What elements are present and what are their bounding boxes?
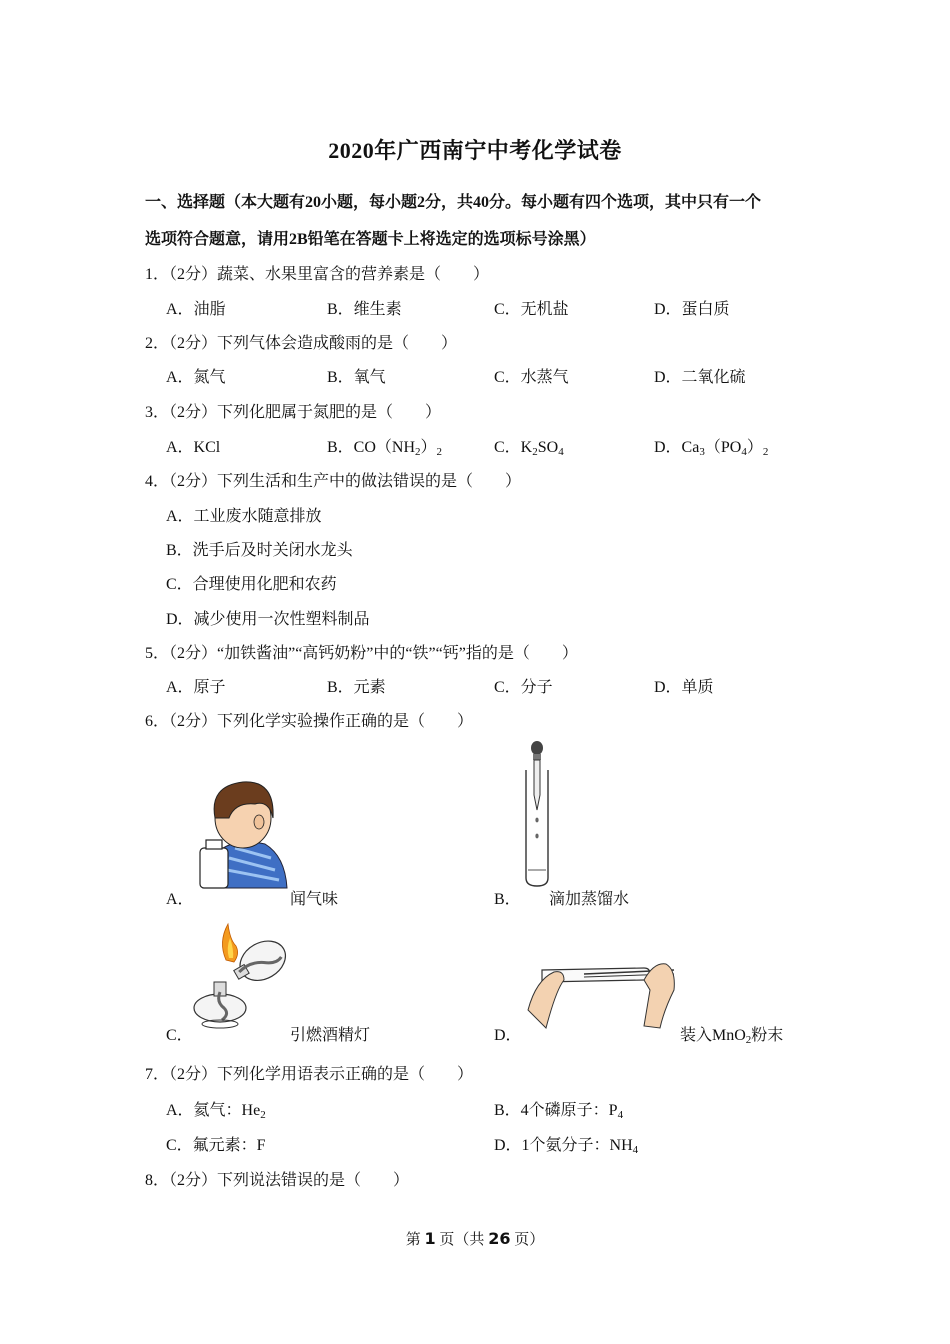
section-heading-line1: 一、选择题（本大题有20小题，每小题2分，共40分。每小题有四个选项，其中只有一个 xyxy=(145,194,762,211)
q4-option-b: B．洗手后及时关闭水龙头 xyxy=(166,542,353,559)
question-2-stem: 2．（2分）下列气体会造成酸雨的是（ ） xyxy=(145,335,458,352)
question-1-stem: 1．（2分）蔬菜、水果里富含的营养素是（ ） xyxy=(145,266,490,283)
question-7-stem: 7．（2分）下列化学用语表示正确的是（ ） xyxy=(145,1066,474,1083)
alcohol-lamp-illustration xyxy=(190,920,290,1030)
q2-option-d: D．二氧化硫 xyxy=(654,369,746,386)
q7-option-d: D．1个氨分子：$NH_4$ xyxy=(494,1137,639,1156)
q4-option-c: C．合理使用化肥和农药 xyxy=(166,576,337,593)
page-footer: 第 1 页（共 26 页） xyxy=(405,1229,545,1248)
q2-option-a: A．氮气 xyxy=(166,369,226,386)
question-8-stem: 8．（2分）下列说法错误的是（ ） xyxy=(145,1172,410,1189)
q2-option-b: B．氧气 xyxy=(327,369,386,386)
question-3-stem: 3．（2分）下列化肥属于氮肥的是（ ） xyxy=(145,404,442,421)
q5-option-a: A．原子 xyxy=(166,679,226,696)
q3-option-a: A．KCl xyxy=(166,439,221,456)
q6-option-a-caption: 闻气味 xyxy=(290,891,339,908)
q7-option-b: B．4个磷原子：$P_4$ xyxy=(494,1102,624,1121)
powder-test-tube-illustration xyxy=(524,950,679,1030)
q1-option-d: D．蛋白质 xyxy=(654,301,730,318)
q7-option-c: C．氟元素：F xyxy=(166,1137,266,1154)
q7-option-a: A．氦气：$He_2$ xyxy=(166,1102,266,1121)
q6-option-c-letter: C． xyxy=(166,1027,193,1044)
q6-option-c-caption: 引燃酒精灯 xyxy=(290,1027,371,1044)
q6-option-d-caption: 装入MnO$_2$粉末 xyxy=(680,1027,784,1046)
q1-option-b: B．维生素 xyxy=(327,301,402,318)
q1-option-a: A．油脂 xyxy=(166,301,226,318)
q6-option-d-letter: D． xyxy=(494,1027,522,1044)
page-title: 2020年广西南宁中考化学试卷 xyxy=(328,138,622,163)
q3-option-d: D．$Ca_3(PO_4)_2$ xyxy=(654,439,769,458)
q2-option-c: C．水蒸气 xyxy=(494,369,569,386)
q3-option-c: C．$K_2SO_4$ xyxy=(494,439,564,458)
q5-option-b: B．元素 xyxy=(327,679,386,696)
q5-option-c: C．分子 xyxy=(494,679,553,696)
q5-option-d: D．单质 xyxy=(654,679,714,696)
smell-gas-illustration xyxy=(195,778,290,890)
q6-option-b-caption: 滴加蒸馏水 xyxy=(549,891,630,908)
q4-option-a: A．工业废水随意排放 xyxy=(166,508,322,525)
dropper-test-tube-illustration xyxy=(520,740,554,890)
question-6-stem: 6．（2分）下列化学实验操作正确的是（ ） xyxy=(145,713,474,730)
q1-option-c: C．无机盐 xyxy=(494,301,569,318)
q6-option-a-letter: A． xyxy=(166,891,194,908)
question-5-stem: 5．（2分）“加铁酱油”“高钙奶粉”中的“铁”“钙”指的是（ ） xyxy=(145,645,578,662)
section-heading-line2: 选项符合题意，请用2B铅笔在答题卡上将选定的选项标号涂黑） xyxy=(145,231,596,248)
q6-option-b-letter: B． xyxy=(494,891,521,908)
q3-option-b: B．$CO(NH_2)_2$ xyxy=(327,439,443,458)
question-4-stem: 4．（2分）下列生活和生产中的做法错误的是（ ） xyxy=(145,473,522,490)
q4-option-d: D．减少使用一次性塑料制品 xyxy=(166,611,370,628)
